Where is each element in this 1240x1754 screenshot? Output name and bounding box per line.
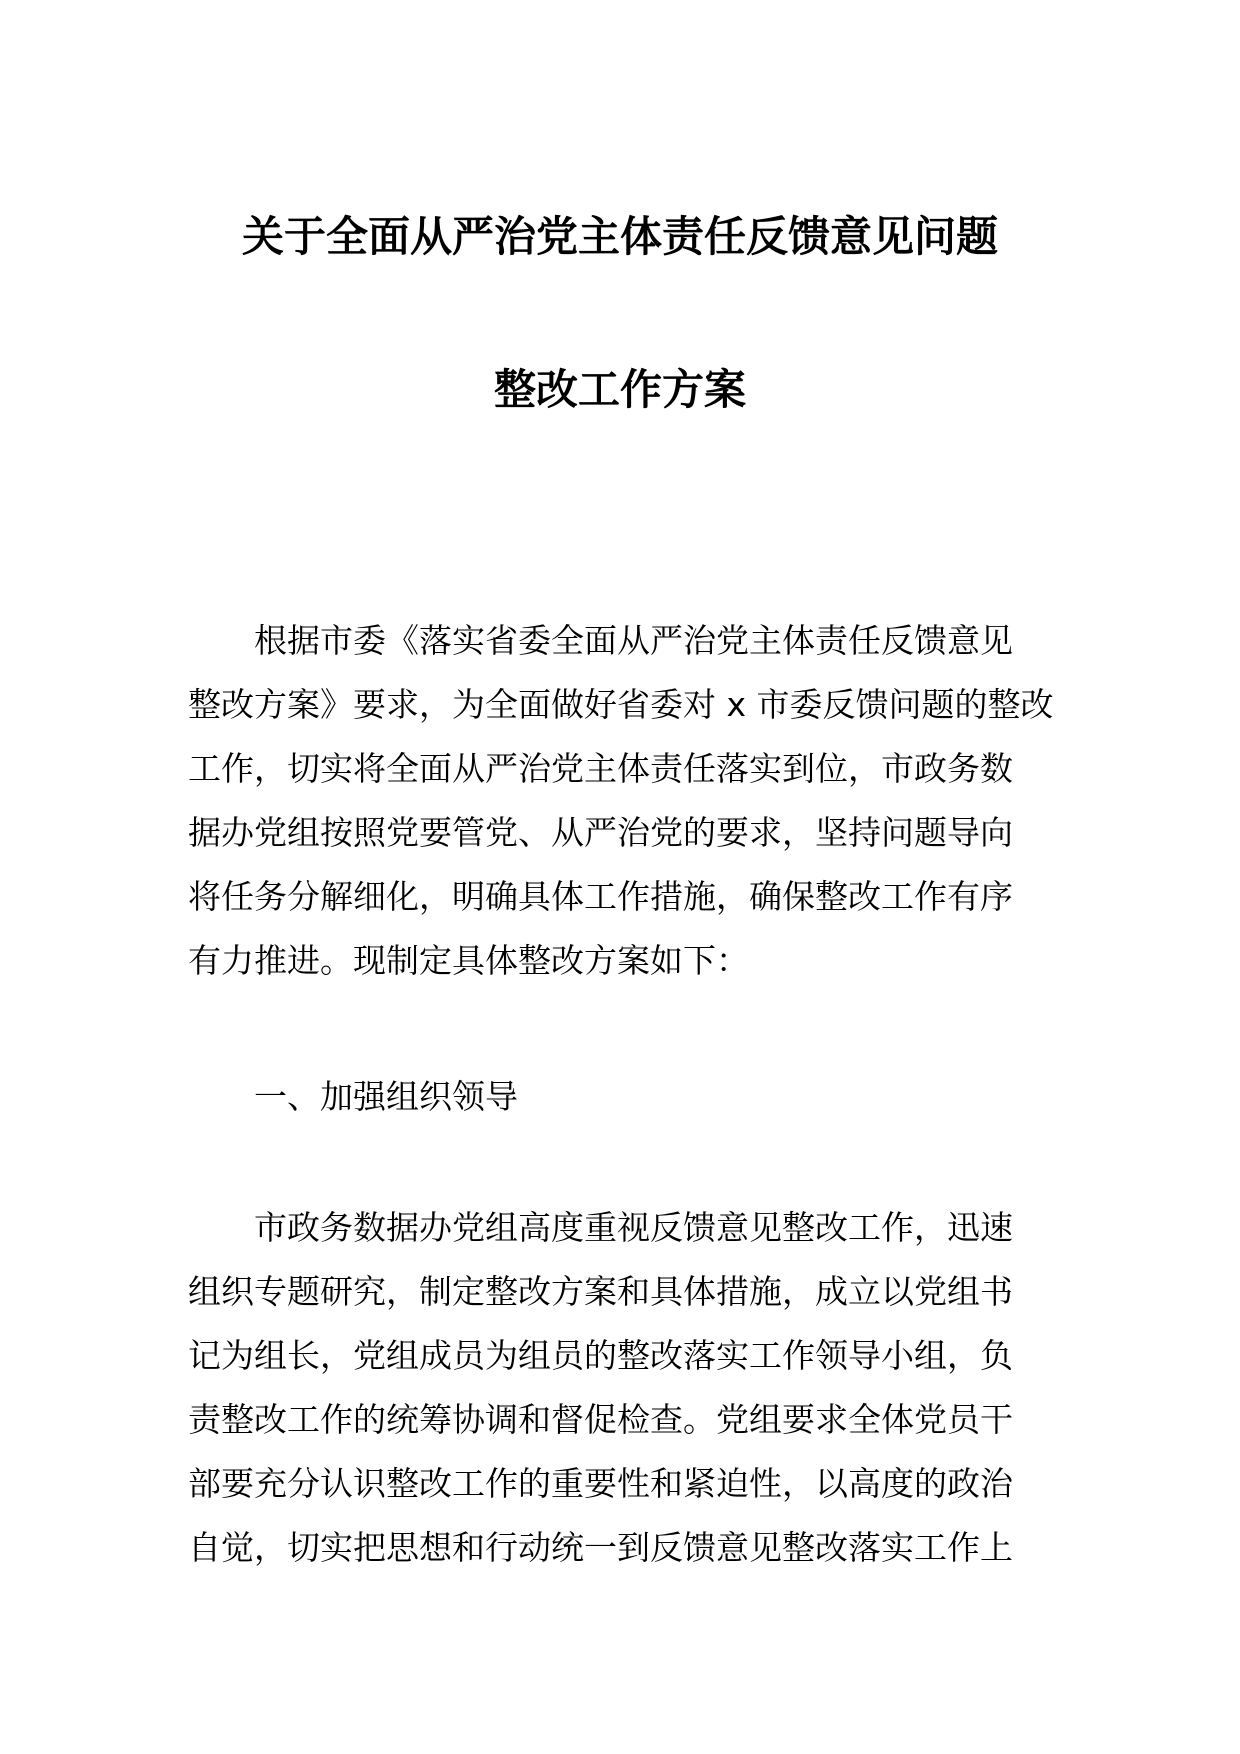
- section-paragraph: [188, 1196, 1058, 1580]
- paragraph-line: 责整改工作的统筹协调和督促检查。党组要求全体党员干: [188, 1400, 1013, 1439]
- paragraph-line: 工作，切实将全面从严治党主体责任落实到位，市政务数: [188, 749, 1013, 788]
- paragraph-line: 有力推进。现制定具体整改方案如下：: [188, 941, 749, 980]
- paragraph-line: 根据市委《落实省委全面从严治党主体责任反馈意见: [254, 621, 1013, 660]
- document-title-line-2: 整改工作方案: [493, 365, 746, 414]
- paragraph-line: 市政务数据办党组高度重视反馈意见整改工作，迅速: [254, 1208, 1013, 1247]
- paragraph-line: 将任务分解细化，明确具体工作措施，确保整改工作有序: [188, 877, 1013, 916]
- paragraph-line: 组织专题研究，制定整改方案和具体措施，成立以党组书: [188, 1272, 1013, 1311]
- paragraph-line: 自觉，切实把思想和行动统一到反馈意见整改落实工作上: [188, 1528, 1013, 1567]
- paragraph-line: 据办党组按照党要管党、从严治党的要求，坚持问题导向: [188, 813, 1013, 852]
- intro-paragraph: [188, 609, 1058, 993]
- paragraph-line: 记为组长，党组成员为组员的整改落实工作领导小组，负: [188, 1336, 1013, 1375]
- paragraph-line: 整改方案》要求，为全面做好省委对 x 市委反馈问题的整改: [188, 685, 1054, 724]
- section-heading: 一、加强组织领导: [254, 1077, 518, 1116]
- paragraph-line: 部要充分认识整改工作的重要性和紧迫性，以高度的政治: [188, 1464, 1013, 1503]
- document-title-line-1: 关于全面从严治党主体责任反馈意见问题: [241, 212, 998, 261]
